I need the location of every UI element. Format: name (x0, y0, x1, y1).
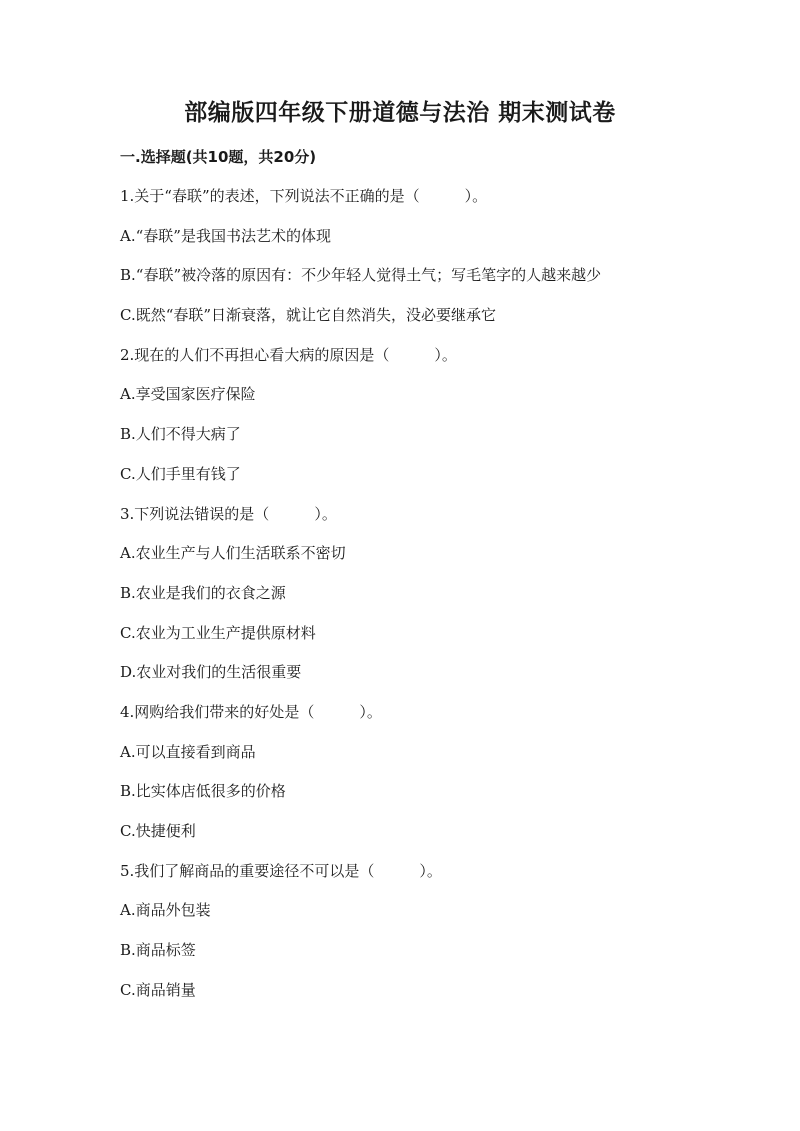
answer-option: C.既然“春联”日渐衰落，就让它自然消失，没必要继承它 (120, 306, 497, 325)
section-heading: 一.选择题(共10题，共20分) (120, 148, 317, 166)
answer-option: B.商品标签 (120, 941, 196, 960)
question-stem: 4.网购给我们带来的好处是（ ）。 (120, 702, 382, 721)
answer-option: C.农业为工业生产提供原材料 (120, 623, 316, 642)
page-title: 部编版四年级下册道德与法治 期末测试卷 (184, 100, 616, 126)
question-list (120, 184, 740, 1017)
answer-option: C.人们手里有钱了 (120, 464, 241, 483)
answer-option: B.比实体店低很多的价格 (120, 782, 286, 801)
answer-option: D.农业对我们的生活很重要 (120, 663, 302, 682)
answer-option: A.“春联”是我国书法艺术的体现 (120, 226, 331, 245)
answer-option: A.可以直接看到商品 (120, 742, 256, 761)
answer-option: A.享受国家医疗保险 (120, 385, 256, 404)
question-stem: 2.现在的人们不再担心看大病的原因是（ ）。 (120, 345, 457, 364)
answer-option: A.农业生产与人们生活联系不密切 (120, 544, 346, 563)
question-stem: 1.关于“春联”的表述，下列说法不正确的是（ ）。 (120, 187, 488, 205)
answer-option: B.“春联”被冷落的原因有：不少年轻人觉得土气；写毛笔字的人越来越少 (120, 266, 602, 285)
answer-option: B.人们不得大病了 (120, 425, 241, 444)
answer-option: C.快捷便利 (120, 822, 196, 840)
question-stem: 3.下列说法错误的是（ ）。 (120, 504, 337, 523)
answer-option: C.商品销量 (120, 980, 196, 999)
question-stem: 5.我们了解商品的重要途径不可以是（ ）。 (120, 861, 442, 880)
answer-option: A.商品外包装 (120, 901, 211, 920)
answer-option: B.农业是我们的衣食之源 (120, 583, 286, 602)
